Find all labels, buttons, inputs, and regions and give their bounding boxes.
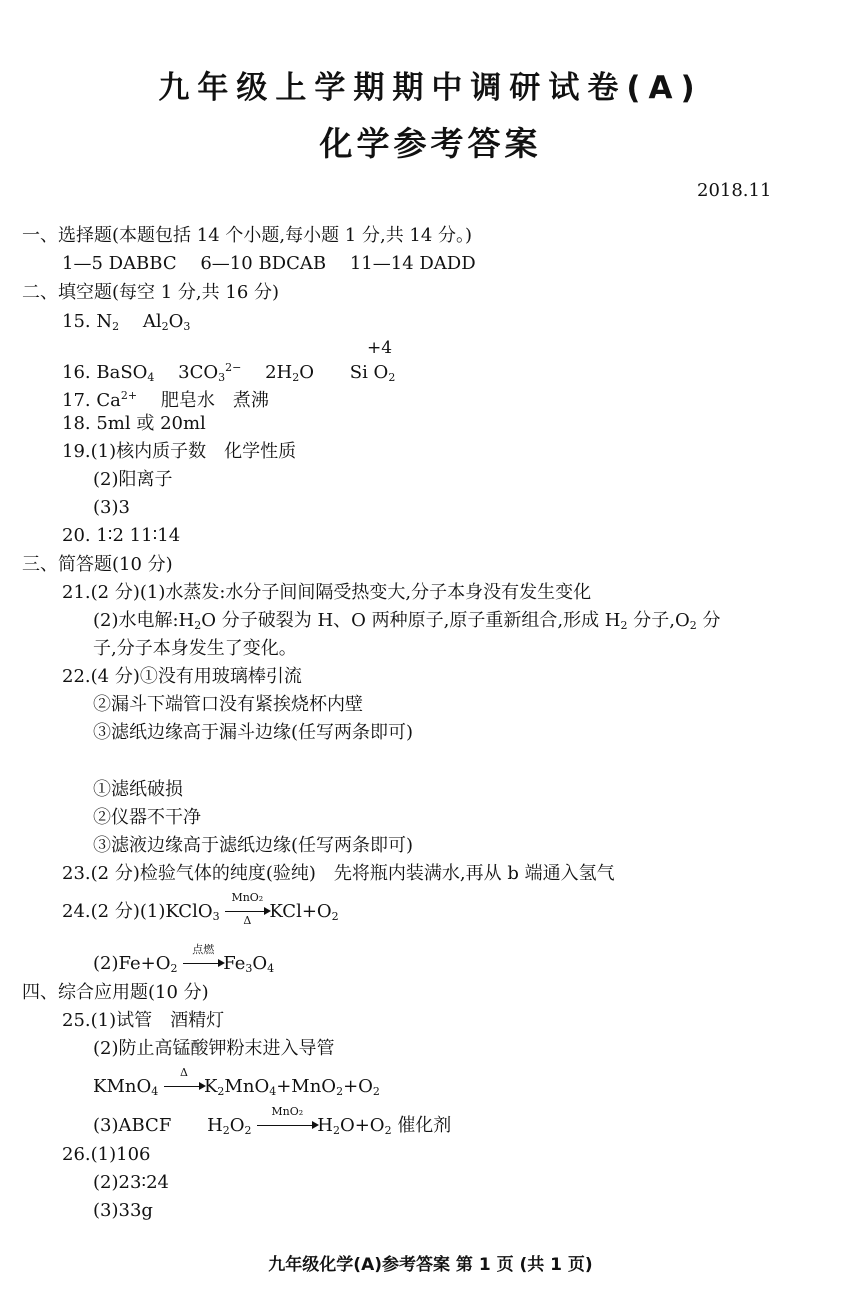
section-heading-fill: 二、填空题(每空 1 分,共 16 分)	[22, 282, 280, 303]
answer-22-6: ③滤液边缘高于滤纸边缘(任写两条即可)	[93, 835, 414, 856]
answer-22-3: ③滤纸边缘高于漏斗边缘(任写两条即可)	[93, 722, 414, 743]
reaction-arrow: 点燃	[183, 952, 223, 976]
answer-19-2: (2)阳离子	[93, 469, 173, 490]
answer-24-2: $(2)Fe+O_2$ 点燃 $Fe_3O_4$	[93, 943, 275, 975]
answer-26-3: (3)33g	[93, 1200, 153, 1221]
section-heading-short: 三、简答题(10 分)	[22, 554, 173, 575]
answer-20: 20. 1∶2 11∶14	[62, 525, 181, 546]
section-heading-choice: 一、选择题(本题包括 14 个小题,每小题 1 分,共 14 分。)	[22, 225, 473, 246]
valence-mark: +4	[367, 338, 393, 358]
answer-22-5: ②仪器不干净	[93, 807, 201, 828]
answer-26-1: 26.(1)106	[62, 1144, 151, 1165]
answer-19-3: (3)3	[93, 497, 130, 518]
date: 2018.11	[697, 180, 772, 201]
answer-25-4: (3)ABCF $H_2O_2$ MnO₂ $H_2O+O_2$ 催化剂	[93, 1105, 452, 1137]
answer-18: 18. 5ml 或 20ml	[62, 413, 206, 434]
answer-21-2: (2)水电解$:H_2O$ 分子破裂为 H、O 两种原子,原子重新组合,形成 $H_2$ 分子$,O_2$ 分	[93, 610, 721, 632]
reaction-arrow: Δ	[164, 1075, 204, 1099]
answer-22-4: ①滤纸破损	[93, 779, 183, 800]
answer-21-1: 21.(2 分)(1)水蒸发:水分子间间隔受热变大,分子本身没有发生变化	[62, 582, 592, 603]
answer-25-1: 25.(1)试管 酒精灯	[62, 1010, 225, 1031]
choice-group-2: 6—10 BDCAB	[200, 253, 327, 274]
reaction-arrow: MnO₂ Δ	[225, 900, 269, 924]
answer-17: 17. $Ca^{2+}$ 肥皂水 煮沸	[62, 389, 269, 411]
answer-25-3: KMnO$_4$ Δ $K_2MnO_4+MnO_2+O_2$	[93, 1066, 380, 1098]
answer-22-2: ②漏斗下端管口没有紧挨烧杯内壁	[93, 694, 363, 715]
reaction-arrow: MnO₂	[257, 1114, 317, 1138]
choice-answers	[62, 252, 476, 276]
page-footer: 九年级化学(A)参考答案 第 1 页 (共 1 页)	[268, 1255, 593, 1275]
answer-26-2: (2)23∶24	[93, 1172, 169, 1193]
answer-22-1: 22.(4 分)①没有用玻璃棒引流	[62, 666, 302, 687]
answer-23: 23.(2 分)检验气体的纯度(验纯) 先将瓶内装满水,再从 b 端通入氢气	[62, 863, 615, 884]
page-subtitle: 化学参考答案	[319, 124, 542, 163]
choice-group-3: 11—14 DADD	[349, 253, 476, 274]
answer-24-1: 24.(2 分)(1)KClO$_3$ MnO₂ Δ $KCl+O_2$	[62, 891, 339, 927]
answer-21-3: 子,分子本身发生了变化。	[93, 638, 297, 659]
answer-19-1: 19.(1)核内质子数 化学性质	[62, 441, 297, 462]
answer-15: 15. $N_2$ $Al_2O_3$	[62, 311, 191, 333]
page-title: 九年级上学期期中调研试卷(A)	[158, 70, 703, 106]
section-heading-comprehensive: 四、综合应用题(10 分)	[22, 982, 209, 1003]
answer-25-2: (2)防止高锰酸钾粉末进入导管	[93, 1038, 335, 1059]
answer-16: 16. BaSO$_4$ $3CO_3^{2-}$ $2H_2O$ Si $O_2$	[62, 361, 396, 384]
choice-group-1: 1—5 DABBC	[62, 253, 177, 274]
